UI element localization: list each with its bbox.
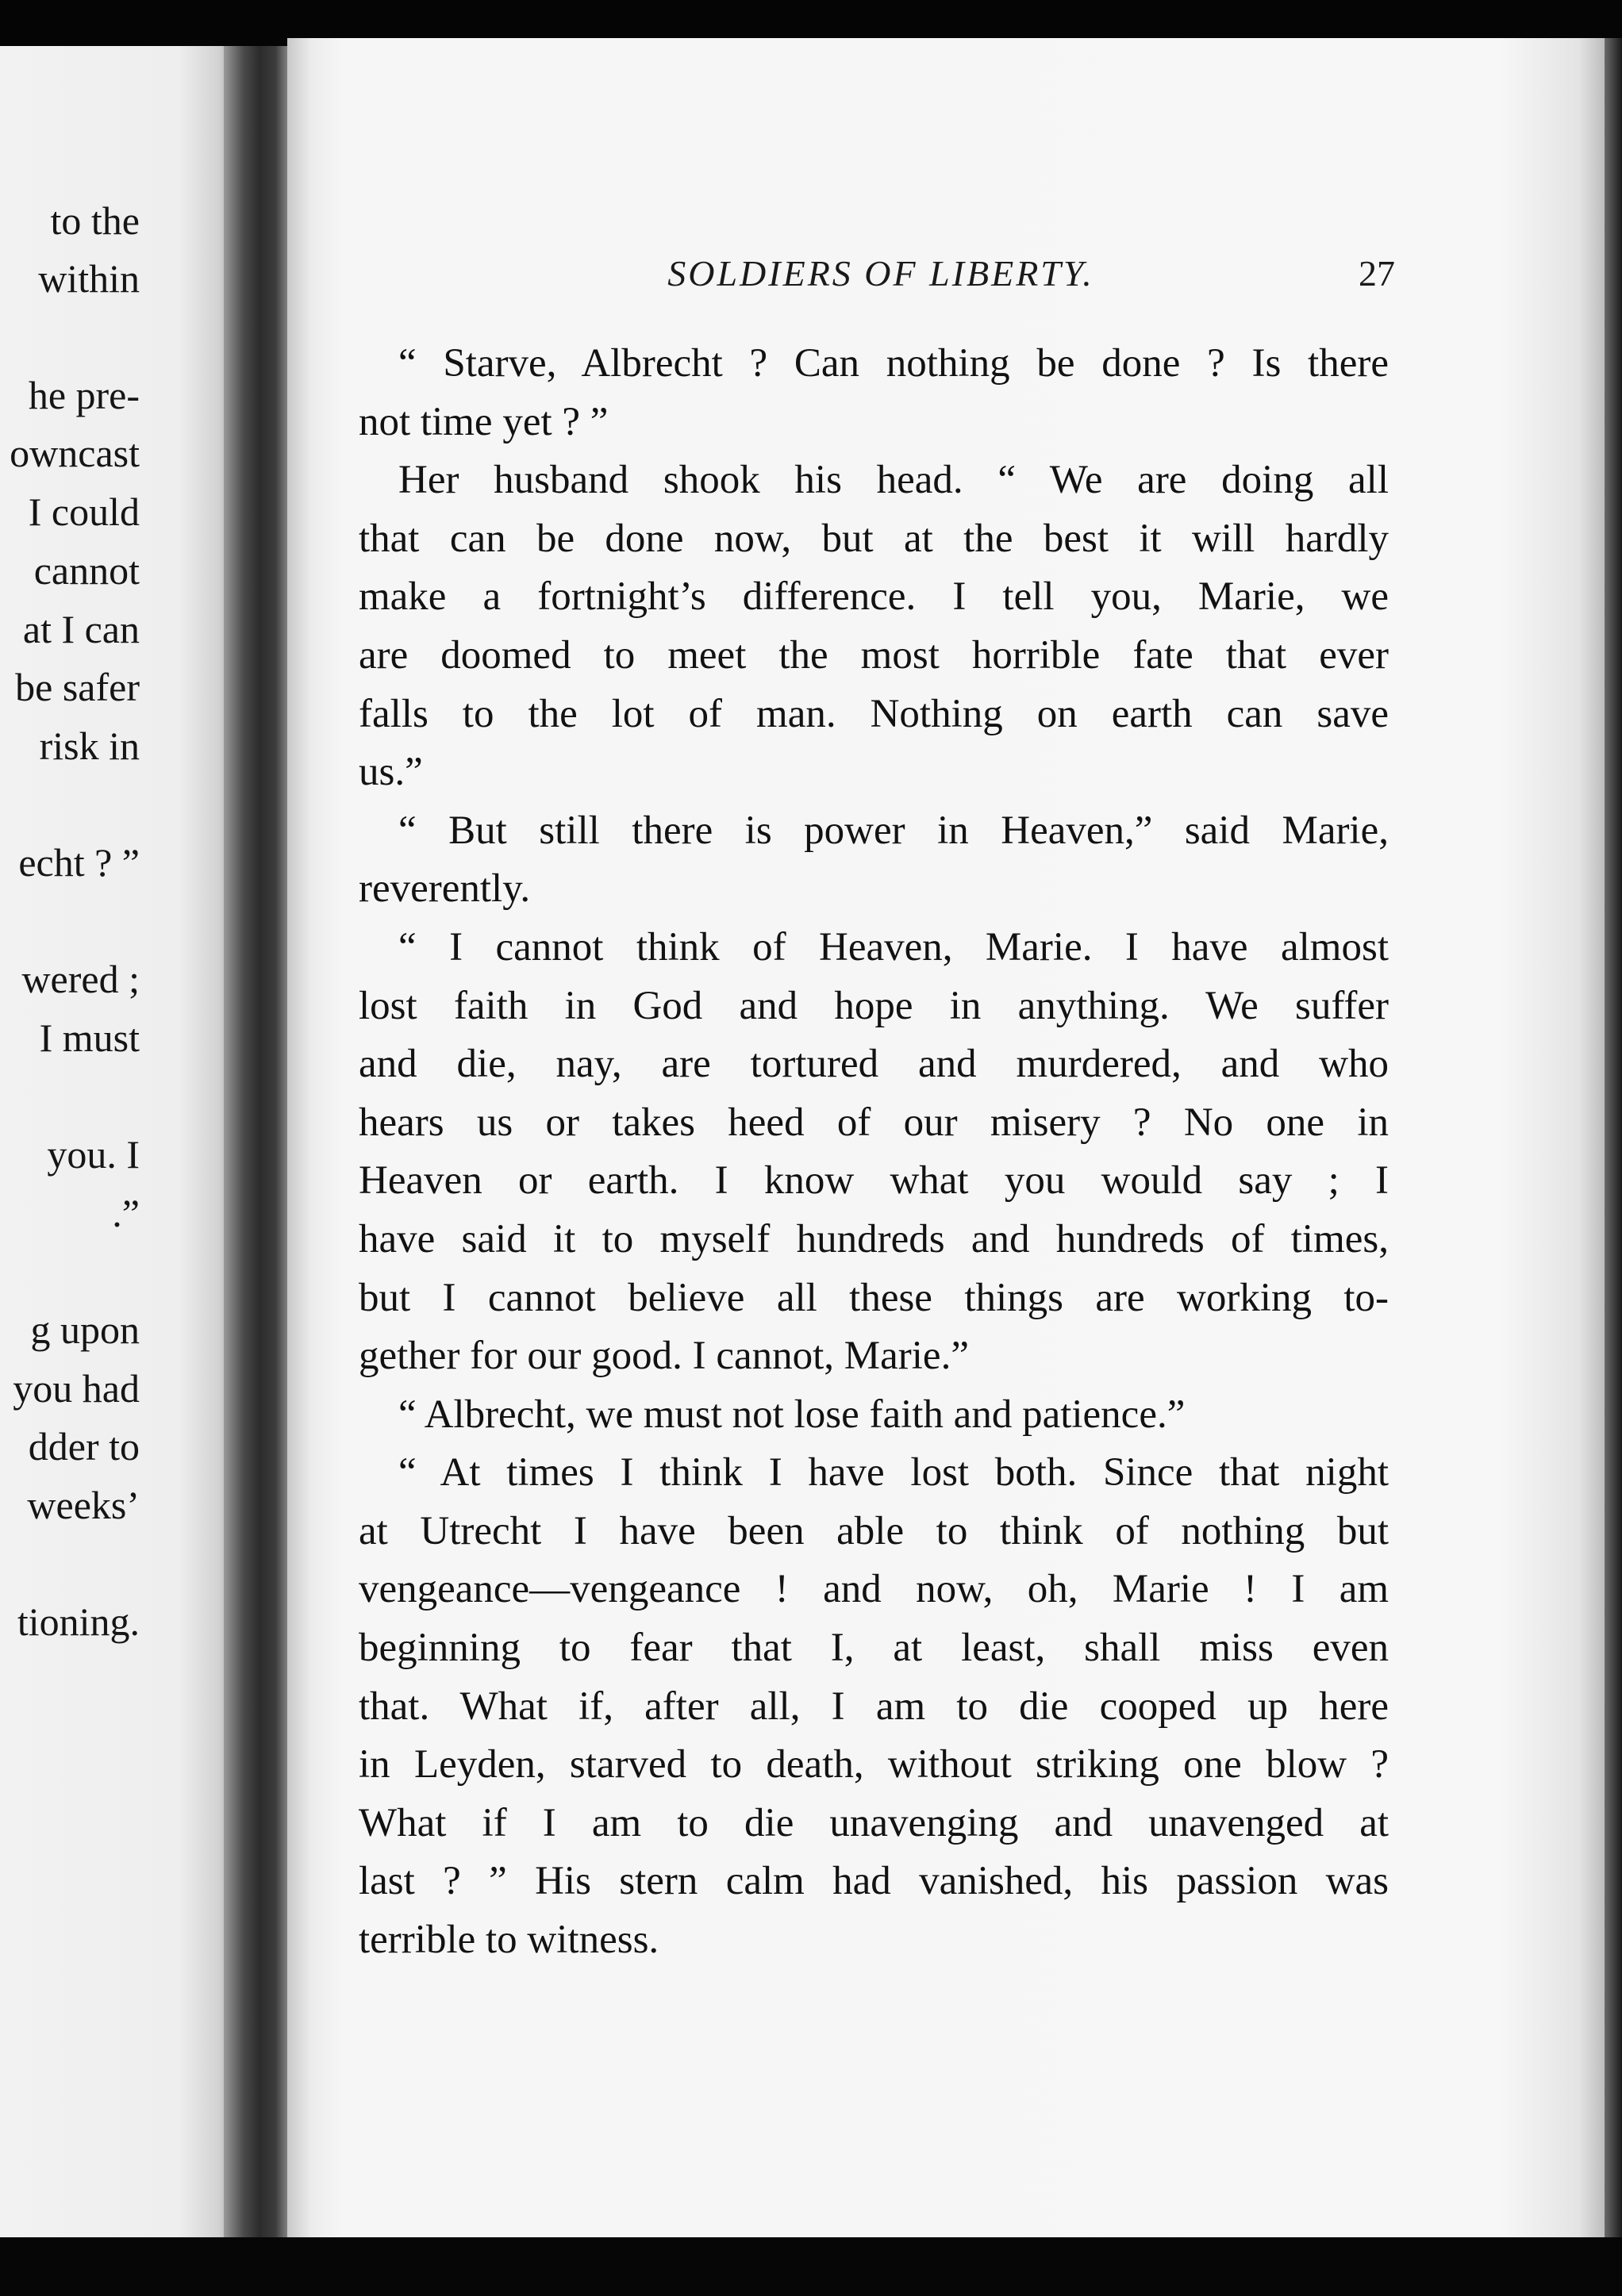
text-line: but I cannot believe all these things are working to- — [359, 1275, 1389, 1320]
text-line: falls to the lot of man. Nothing on earth can save — [359, 691, 1389, 736]
text-line: make a fortnight’s difference. I tell you, Marie, we — [359, 574, 1389, 620]
text-line: vengeance—vengeance ! and now, oh, Marie ! I am — [359, 1567, 1389, 1612]
page-number: 27 — [1359, 253, 1395, 294]
previous-page-fragment: within — [38, 256, 140, 301]
text-line: in Leyden, starved to death, without striking one blow ? — [359, 1742, 1389, 1787]
text-line: “ Starve, Albrecht ? Can nothing be done ? Is there — [398, 341, 1389, 386]
text-line: reverently. — [359, 866, 531, 912]
previous-page-fragment: weeks’ — [27, 1483, 140, 1527]
previous-page-fragment: owncast — [10, 431, 140, 475]
text-line: and die, nay, are tortured and murdered, and who — [359, 1042, 1389, 1087]
previous-page-fragment: dder to — [28, 1424, 140, 1469]
previous-page-fragment: wered ; — [21, 957, 140, 1001]
text-line: beginning to fear that I, at least, shall miss even — [359, 1626, 1389, 1671]
running-head: SOLDIERS OF LIBERTY. — [667, 253, 1094, 294]
previous-page-edge — [0, 46, 238, 2237]
previous-page-fragment: risk in — [39, 724, 140, 768]
text-line: that. What if, after all, I am to die cooped up here — [359, 1684, 1389, 1729]
body-text — [359, 335, 1389, 1970]
text-line: hears us or takes heed of our misery ? No one in — [359, 1100, 1389, 1145]
bottom-scan-border — [0, 2237, 1622, 2296]
previous-page-fragment: at I can — [22, 607, 140, 651]
previous-page-fragment: he pre- — [28, 373, 140, 417]
text-line: us.” — [359, 750, 423, 795]
previous-page-fragment: .” — [112, 1191, 140, 1235]
text-line: lost faith in God and hope in anything. We suffer — [359, 983, 1389, 1028]
text-line: “ At times I think I have lost both. Since that night — [398, 1450, 1389, 1495]
previous-page-fragments — [0, 46, 140, 2237]
previous-page-fragment: you. I — [47, 1132, 140, 1177]
previous-page-fragment: tioning. — [17, 1599, 140, 1644]
text-line: terrible to witness. — [359, 1918, 659, 1963]
previous-page-fragment: cannot — [33, 548, 140, 593]
text-line: Her husband shook his head. “ We are doing all — [398, 458, 1389, 503]
right-scan-border — [1605, 38, 1622, 2237]
previous-page-fragment: be safer — [15, 665, 140, 709]
text-line: What if I am to die unavenging and unavenged at — [359, 1800, 1389, 1845]
text-line: “ But still there is power in Heaven,” said Marie, — [398, 808, 1389, 853]
text-line: “ Albrecht, we must not lose faith and patience.” — [398, 1392, 1186, 1437]
previous-page-fragment: to the — [50, 198, 140, 243]
text-line: “ I cannot think of Heaven, Marie. I have almost — [398, 924, 1389, 969]
previous-page-fragment: I must — [39, 1016, 140, 1060]
previous-page-fragment: I could — [28, 490, 140, 534]
previous-page-fragment: you had — [13, 1366, 140, 1411]
text-line: have said it to myself hundreds and hundreds of times, — [359, 1216, 1389, 1261]
text-line: gether for our good. I cannot, Marie.” — [359, 1334, 969, 1379]
text-line: last ? ” His stern calm had vanished, his passion was — [359, 1859, 1389, 1904]
previous-page-fragment: g upon — [30, 1307, 140, 1352]
previous-page-fragment: echt ? ” — [18, 840, 140, 885]
text-line: not time yet ? ” — [359, 399, 609, 444]
text-line: at Utrecht I have been able to think of nothing but — [359, 1508, 1389, 1553]
text-line: Heaven or earth. I know what you would say ; I — [359, 1158, 1389, 1204]
text-line: that can be done now, but at the best it will hardly — [359, 516, 1389, 561]
text-line: are doomed to meet the most horrible fate that ever — [359, 632, 1389, 678]
